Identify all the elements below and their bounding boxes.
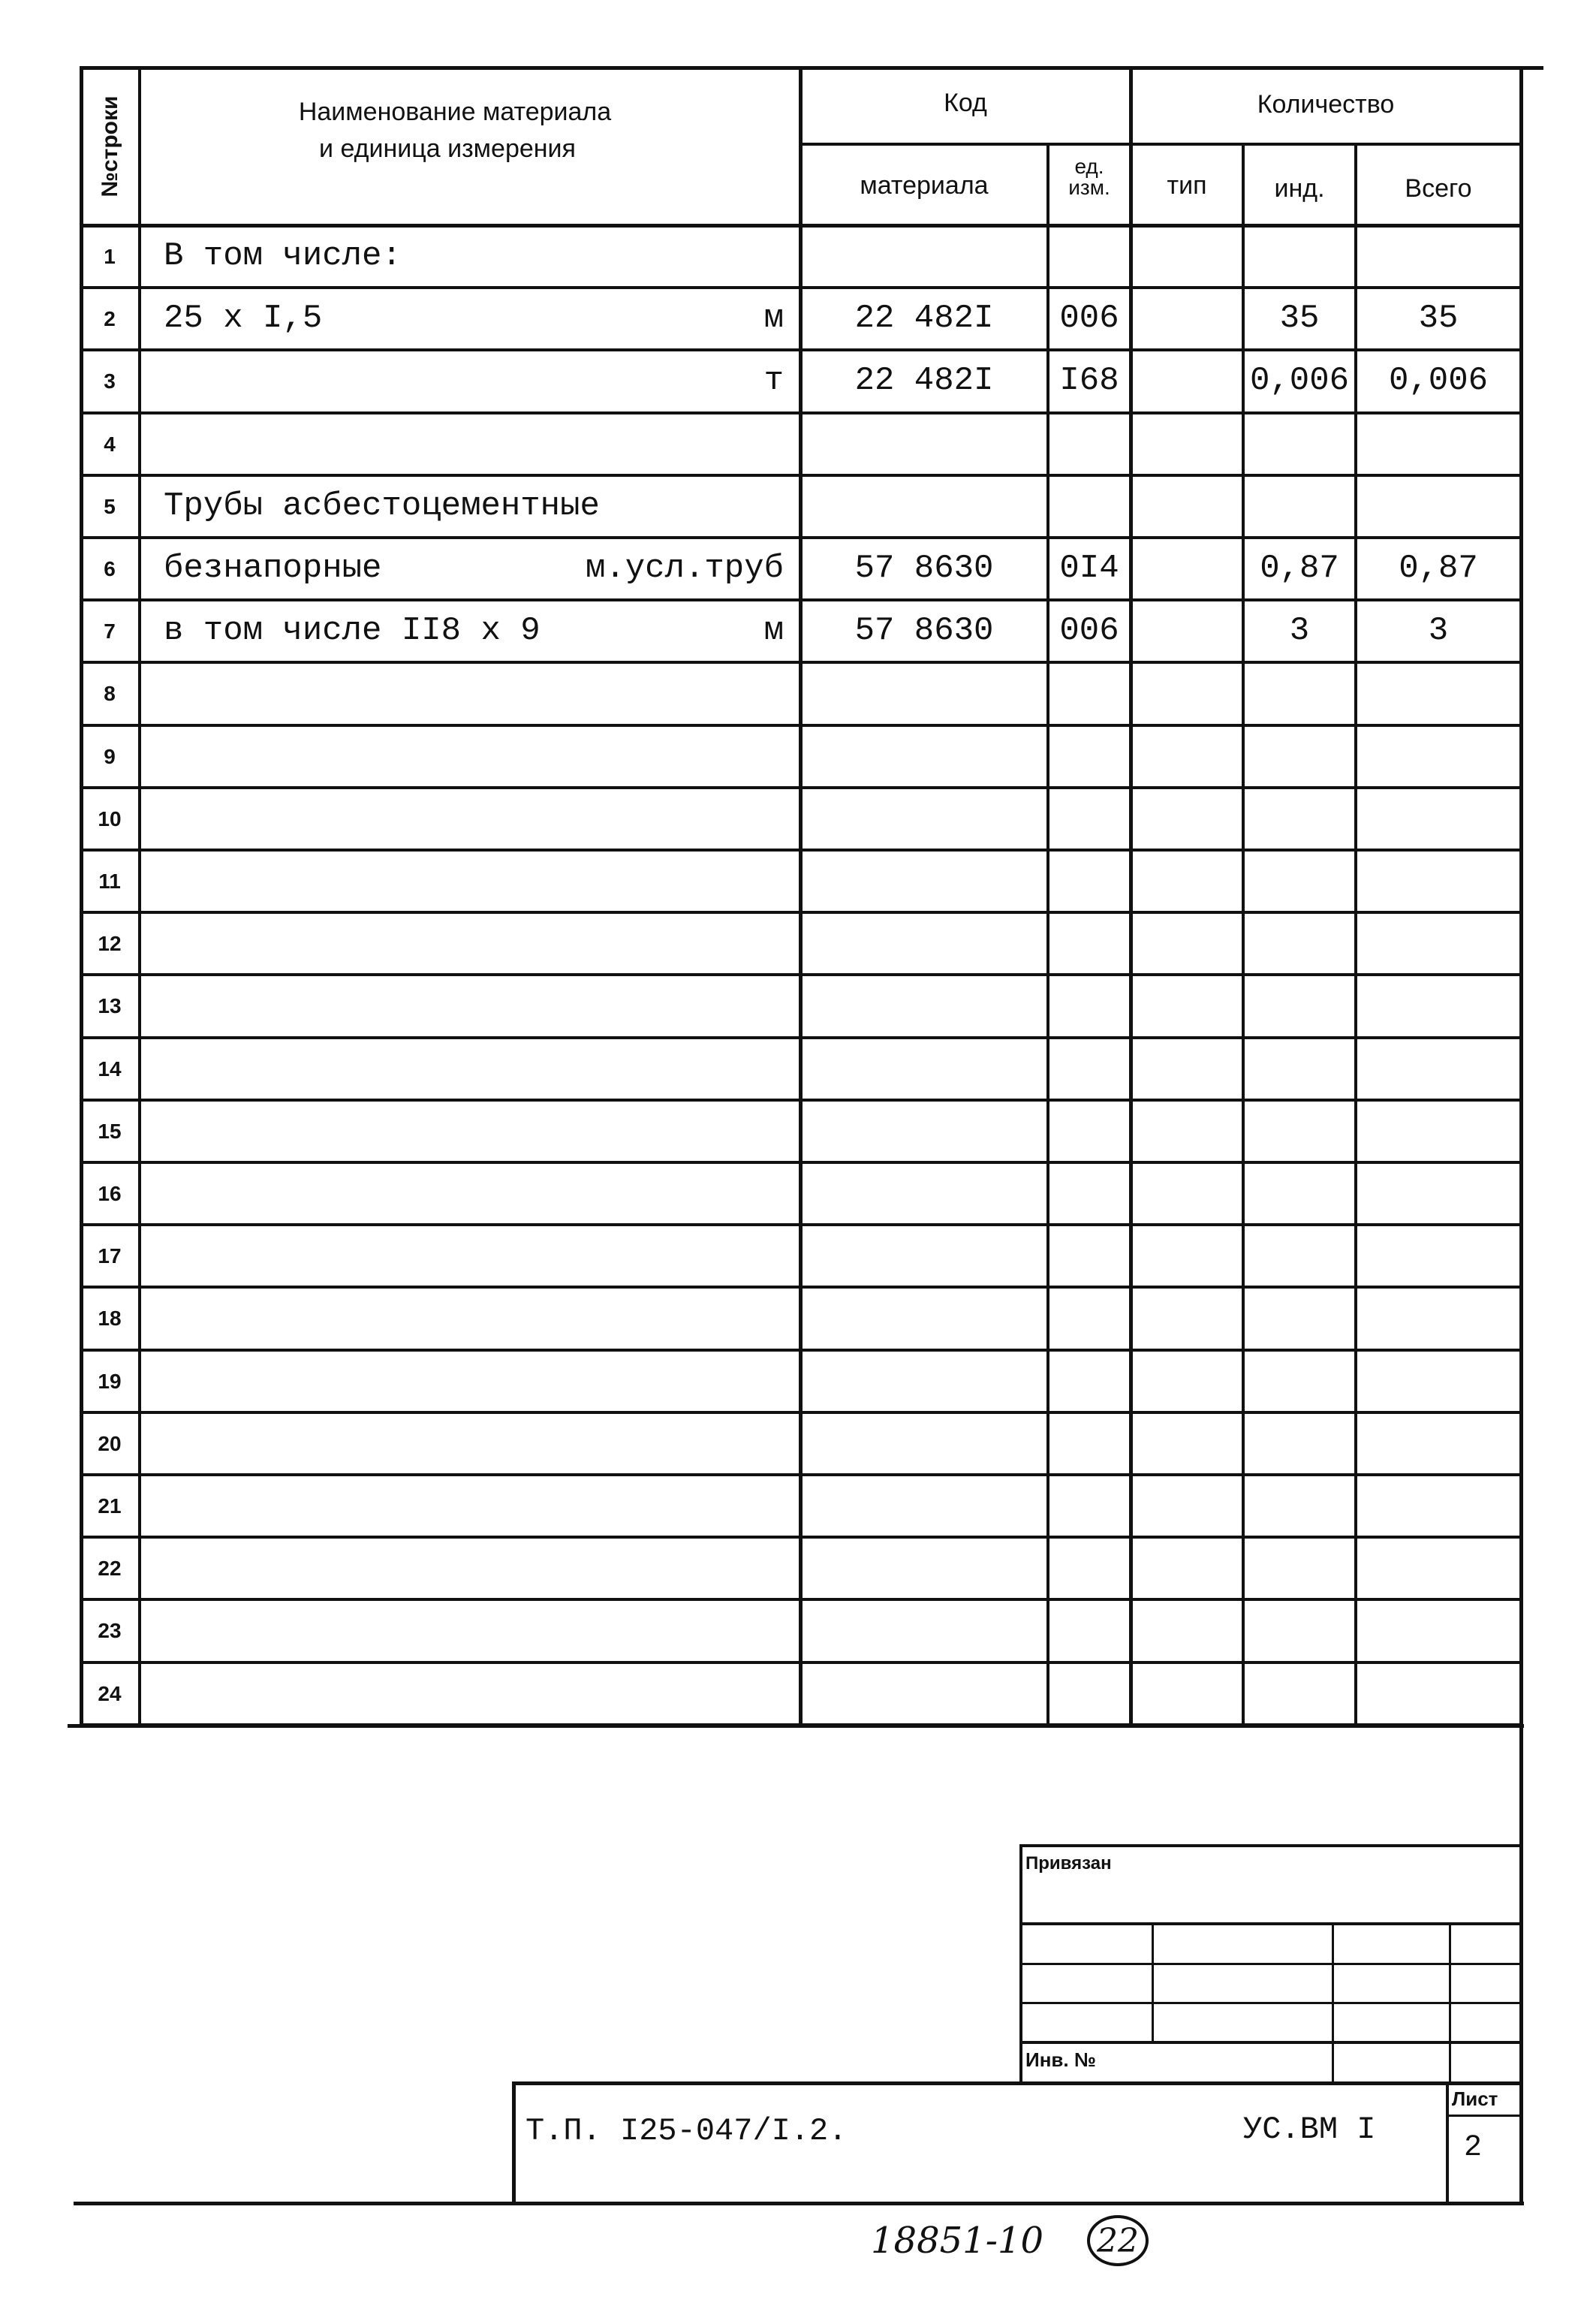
ind-column-divider bbox=[1354, 143, 1357, 1726]
measure-unit bbox=[141, 475, 784, 538]
handwritten-circled-number bbox=[1087, 2215, 1149, 2266]
individual-quantity bbox=[1245, 662, 1354, 725]
row-number: 22 bbox=[98, 1557, 122, 1580]
type-quantity bbox=[1132, 975, 1242, 1037]
type-quantity bbox=[1132, 1287, 1242, 1349]
material-name: безнапорные bbox=[164, 550, 382, 587]
individual-quantity bbox=[1245, 1599, 1354, 1662]
material-name: Трубы асбестоцементные bbox=[164, 487, 600, 525]
material-code bbox=[802, 1475, 1046, 1537]
row-number: 17 bbox=[98, 1244, 122, 1268]
material-code-header: материала bbox=[860, 171, 989, 200]
type-quantity bbox=[1132, 1350, 1242, 1412]
unit-code bbox=[1049, 850, 1129, 912]
total-quantity bbox=[1357, 725, 1519, 788]
material-code bbox=[802, 1412, 1046, 1475]
individual-quantity bbox=[1245, 1100, 1354, 1162]
name-column-divider bbox=[799, 66, 803, 1726]
header-bottom-line bbox=[80, 224, 1522, 228]
material-code bbox=[802, 1287, 1046, 1349]
measure-unit bbox=[141, 1225, 784, 1287]
individual-quantity bbox=[1245, 1038, 1354, 1100]
unit-code bbox=[1049, 1537, 1129, 1599]
unit-code-header-line1: ед. bbox=[1074, 155, 1104, 178]
unit-code bbox=[1049, 975, 1129, 1037]
individual-quantity: 35 bbox=[1279, 300, 1320, 337]
unit-code: 006 bbox=[1059, 300, 1119, 337]
individual-quantity bbox=[1245, 975, 1354, 1037]
material-code bbox=[802, 850, 1046, 912]
individual-quantity bbox=[1245, 850, 1354, 912]
row-number: 14 bbox=[98, 1057, 122, 1081]
unit-code bbox=[1049, 1475, 1129, 1537]
type-quantity bbox=[1132, 912, 1242, 975]
linked-col-1 bbox=[1152, 1922, 1154, 2042]
type-quantity bbox=[1132, 1038, 1242, 1100]
measure-unit bbox=[141, 1537, 784, 1599]
total-quantity bbox=[1357, 1537, 1519, 1599]
individual-quantity bbox=[1245, 1287, 1354, 1349]
material-code bbox=[802, 1162, 1046, 1225]
code-header: Код bbox=[944, 89, 987, 117]
individual-quantity: 3 bbox=[1289, 612, 1310, 650]
material-code bbox=[802, 413, 1046, 475]
measure-unit: м bbox=[763, 300, 784, 337]
material-code bbox=[802, 975, 1046, 1037]
material-code: 57 8630 bbox=[854, 612, 994, 650]
stamp-left-line bbox=[512, 2081, 516, 2205]
material-code bbox=[802, 1350, 1046, 1412]
row-number: 2 bbox=[104, 307, 116, 330]
total-quantity bbox=[1357, 413, 1519, 475]
code-quantity-divider bbox=[1129, 66, 1133, 1726]
total-quantity bbox=[1357, 662, 1519, 725]
material-code bbox=[802, 1225, 1046, 1287]
measure-unit bbox=[141, 662, 784, 725]
type-quantity bbox=[1132, 350, 1242, 412]
material-code bbox=[802, 225, 1046, 288]
total-quantity bbox=[1357, 1412, 1519, 1475]
total-quantity: 0,006 bbox=[1388, 362, 1489, 399]
individual-quantity bbox=[1245, 225, 1354, 288]
unit-code-header-line2: изм. bbox=[1068, 176, 1110, 199]
table-bottom-border bbox=[68, 1724, 1524, 1728]
type-quantity bbox=[1132, 1225, 1242, 1287]
row-number: 12 bbox=[98, 932, 122, 955]
material-code: 57 8630 bbox=[854, 550, 994, 587]
material-name: В том числе: bbox=[164, 237, 402, 275]
type-quantity bbox=[1132, 538, 1242, 600]
individual-quantity bbox=[1245, 788, 1354, 850]
row-number: 21 bbox=[98, 1494, 122, 1518]
linked-block-top bbox=[1019, 1844, 1522, 1847]
total-quantity bbox=[1357, 1038, 1519, 1100]
type-quantity bbox=[1132, 1662, 1242, 1725]
measure-unit bbox=[141, 850, 784, 912]
unit-code: I68 bbox=[1059, 362, 1119, 399]
unit-code bbox=[1049, 1100, 1129, 1162]
inventory-number-label: Инв. № bbox=[1025, 2048, 1096, 2071]
type-quantity bbox=[1132, 1537, 1242, 1599]
total-quantity bbox=[1357, 1475, 1519, 1537]
row-number: 10 bbox=[98, 807, 122, 830]
measure-unit bbox=[141, 975, 784, 1037]
circled-number-text: 22 bbox=[1097, 2222, 1139, 2260]
material-code bbox=[802, 788, 1046, 850]
unit-code bbox=[1049, 475, 1129, 538]
sheet-label: Лист bbox=[1452, 2087, 1498, 2110]
individual-quantity: 0,006 bbox=[1249, 362, 1350, 399]
name-header-line2: и единица измерения bbox=[319, 134, 576, 163]
unit-code bbox=[1049, 1225, 1129, 1287]
total-quantity bbox=[1357, 912, 1519, 975]
total-quantity bbox=[1357, 475, 1519, 538]
row-number: 19 bbox=[98, 1370, 122, 1393]
document-mark: УС.ВМ I bbox=[1243, 2112, 1376, 2148]
individual-quantity bbox=[1245, 1412, 1354, 1475]
unit-code: 006 bbox=[1059, 612, 1119, 650]
individual-quantity bbox=[1245, 475, 1354, 538]
sheet-cell-mid bbox=[1446, 2115, 1522, 2117]
unit-code-header bbox=[1048, 156, 1131, 224]
type-quantity bbox=[1132, 225, 1242, 288]
measure-unit bbox=[141, 225, 784, 288]
linked-label: Привязан bbox=[1025, 1853, 1112, 1873]
measure-unit bbox=[141, 725, 784, 788]
row-number: 7 bbox=[104, 619, 116, 643]
linked-grid-line-4 bbox=[1019, 2041, 1522, 2044]
unit-code bbox=[1049, 1162, 1129, 1225]
document-code: Т.П. I25-047/I.2. bbox=[525, 2113, 848, 2149]
unit-code bbox=[1049, 725, 1129, 788]
material-name: в том числе II8 х 9 bbox=[164, 612, 541, 650]
table-top-border bbox=[80, 66, 1543, 70]
unit-code bbox=[1049, 1662, 1129, 1725]
row-number: 9 bbox=[104, 745, 116, 768]
individual-quantity bbox=[1245, 1162, 1354, 1225]
linked-col-2 bbox=[1332, 1922, 1334, 2083]
row-number: 3 bbox=[104, 369, 116, 393]
row-number: 15 bbox=[98, 1120, 122, 1143]
type-quantity bbox=[1132, 1412, 1242, 1475]
row-number-label: №строки bbox=[98, 95, 122, 197]
total-header: Всего bbox=[1405, 174, 1472, 203]
individual-quantity bbox=[1245, 1350, 1354, 1412]
type-quantity bbox=[1132, 725, 1242, 788]
material-column-divider bbox=[1046, 143, 1049, 1726]
linked-grid-line-1 bbox=[1019, 1922, 1522, 1925]
row-number: 18 bbox=[98, 1307, 122, 1330]
measure-unit bbox=[141, 1599, 784, 1662]
linked-grid-line-2 bbox=[1019, 1963, 1522, 1965]
row-number: 23 bbox=[98, 1619, 122, 1642]
unit-code bbox=[1049, 1412, 1129, 1475]
row-number: 6 bbox=[104, 557, 116, 580]
measure-unit bbox=[141, 1412, 784, 1475]
measure-unit bbox=[141, 1662, 784, 1725]
material-code bbox=[802, 912, 1046, 975]
type-quantity bbox=[1132, 662, 1242, 725]
unit-code bbox=[1049, 1287, 1129, 1349]
sheet-cell-left bbox=[1446, 2081, 1449, 2205]
type-quantity bbox=[1132, 1162, 1242, 1225]
type-quantity bbox=[1132, 288, 1242, 350]
total-quantity bbox=[1357, 788, 1519, 850]
measure-unit: т bbox=[763, 362, 784, 399]
unit-code bbox=[1049, 1038, 1129, 1100]
type-quantity bbox=[1132, 413, 1242, 475]
unit-code bbox=[1049, 225, 1129, 288]
linked-grid-line-3 bbox=[1019, 2002, 1522, 2004]
measure-unit bbox=[141, 1038, 784, 1100]
total-quantity bbox=[1357, 1350, 1519, 1412]
unit-code bbox=[1049, 413, 1129, 475]
row-number: 16 bbox=[98, 1182, 122, 1205]
material-code bbox=[802, 1038, 1046, 1100]
total-quantity bbox=[1357, 1287, 1519, 1349]
row-number: 20 bbox=[98, 1432, 122, 1455]
table-border-right bbox=[1519, 66, 1523, 1726]
material-code: 22 482I bbox=[854, 300, 994, 337]
header-mid-line bbox=[799, 143, 1522, 146]
type-quantity bbox=[1132, 475, 1242, 538]
material-code: 22 482I bbox=[854, 362, 994, 399]
type-quantity bbox=[1132, 788, 1242, 850]
table-border-left bbox=[80, 66, 83, 1726]
measure-unit bbox=[141, 1100, 784, 1162]
total-quantity bbox=[1357, 1662, 1519, 1725]
type-header: тип bbox=[1167, 171, 1207, 200]
total-quantity bbox=[1357, 1225, 1519, 1287]
material-name: 25 х I,5 bbox=[164, 300, 323, 337]
total-quantity: 3 bbox=[1428, 612, 1449, 650]
name-header bbox=[140, 98, 800, 203]
ind-header: инд. bbox=[1274, 174, 1325, 203]
measure-unit bbox=[141, 1350, 784, 1412]
unit-code bbox=[1049, 1599, 1129, 1662]
sheet-number: 2 bbox=[1464, 2131, 1483, 2165]
total-quantity bbox=[1357, 1100, 1519, 1162]
individual-quantity bbox=[1245, 725, 1354, 788]
individual-quantity bbox=[1245, 1662, 1354, 1725]
measure-unit bbox=[141, 788, 784, 850]
material-code bbox=[802, 1100, 1046, 1162]
individual-quantity bbox=[1245, 1475, 1354, 1537]
unit-code bbox=[1049, 1350, 1129, 1412]
unit-code bbox=[1049, 912, 1129, 975]
material-code bbox=[802, 1599, 1046, 1662]
stamp-top-line bbox=[512, 2081, 1522, 2085]
material-code bbox=[802, 725, 1046, 788]
total-quantity bbox=[1357, 1162, 1519, 1225]
measure-unit bbox=[141, 413, 784, 475]
type-quantity bbox=[1132, 1475, 1242, 1537]
total-quantity: 35 bbox=[1418, 300, 1459, 337]
type-quantity bbox=[1132, 850, 1242, 912]
unit-code: 0I4 bbox=[1059, 550, 1119, 587]
total-quantity bbox=[1357, 975, 1519, 1037]
row-number: 24 bbox=[98, 1682, 122, 1705]
sheet-bottom-border bbox=[74, 2202, 1524, 2205]
individual-quantity bbox=[1245, 413, 1354, 475]
row-number: 4 bbox=[104, 433, 116, 456]
measure-unit bbox=[141, 1162, 784, 1225]
individual-quantity bbox=[1245, 1537, 1354, 1599]
total-quantity bbox=[1357, 850, 1519, 912]
handwritten-number-text: 18851-10 bbox=[871, 2220, 1043, 2262]
material-code bbox=[802, 662, 1046, 725]
row-number: 11 bbox=[98, 870, 121, 893]
measure-unit bbox=[141, 1475, 784, 1537]
unit-code bbox=[1049, 662, 1129, 725]
row-number: 8 bbox=[104, 682, 116, 705]
row-number: 13 bbox=[98, 994, 122, 1017]
individual-quantity: 0,87 bbox=[1260, 550, 1339, 587]
rownum-column-divider bbox=[138, 66, 141, 1726]
type-quantity bbox=[1132, 600, 1242, 662]
type-column-divider bbox=[1242, 143, 1245, 1726]
row-number: 5 bbox=[104, 495, 116, 518]
type-quantity bbox=[1132, 1100, 1242, 1162]
measure-unit bbox=[141, 912, 784, 975]
material-code bbox=[802, 475, 1046, 538]
type-quantity bbox=[1132, 1599, 1242, 1662]
handwritten-archive-number bbox=[871, 2220, 1043, 2262]
individual-quantity bbox=[1245, 912, 1354, 975]
individual-quantity bbox=[1245, 1225, 1354, 1287]
material-code bbox=[802, 1662, 1046, 1725]
material-code bbox=[802, 1537, 1046, 1599]
measure-unit bbox=[141, 1287, 784, 1349]
row-number: 1 bbox=[104, 245, 116, 268]
total-quantity bbox=[1357, 225, 1519, 288]
measure-unit: м.усл.труб bbox=[585, 550, 784, 587]
total-quantity bbox=[1357, 1599, 1519, 1662]
measure-unit: м bbox=[763, 612, 784, 650]
total-quantity: 0,87 bbox=[1399, 550, 1478, 587]
unit-code bbox=[1049, 788, 1129, 850]
quantity-header: Количество bbox=[1257, 90, 1395, 119]
linked-col-3 bbox=[1449, 1922, 1451, 2083]
name-header-line1: Наименование материала bbox=[298, 98, 612, 126]
